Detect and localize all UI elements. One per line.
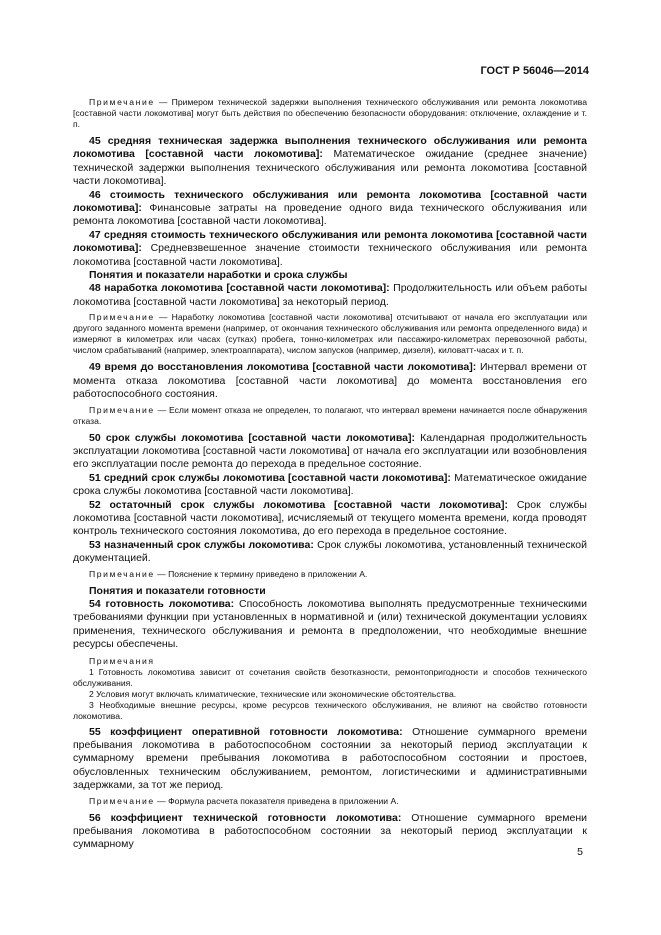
term-title: 45 средняя техническая задержка выполнения технического обслуживания или ремонта локомотива [составной части локомотива] — [73, 135, 587, 161]
note-label: Примечание — [89, 312, 155, 323]
term-definition: Средневзвешенное значение стоимости технического обслуживания или ремонта локомотива [составной части локомотива]. — [73, 242, 587, 268]
page-number: 5 — [577, 846, 583, 858]
term-definition: Математическое ожидание срока службы локомотива [составной части локомотива]. — [73, 471, 587, 498]
section-heading: Понятия и показатели готовности — [89, 584, 266, 597]
term-47: 47 средняя стоимость технического обслуживания или ремонта локомотива [составной части локомотива]: Средневзвешенное значение стоимости технического обслуживания или ремонта локомотива [составной части локомотива]. — [73, 228, 587, 268]
term-title: 53 назначенный срок службы локомотива — [89, 538, 311, 551]
term-title: 50 срок службы локомотива [составной части локомотива] — [89, 431, 412, 444]
term-46: 46 стоимость технического обслуживания или ремонта локомотива [составной части локомотива]: Финансовые затраты на проведение одного вида технического обслуживания или ремонта локомотива [составной части локомотива]. — [73, 188, 587, 228]
document-body — [73, 94, 587, 852]
note-item: 3 Необходимые внешние ресурсы, кроме ресурсов технического обслуживания, не влияют на свойство готовности локомотива. — [73, 699, 587, 721]
term-definition: Срок службы локомотива, установленный технической документацией. — [73, 538, 587, 565]
term-definition: Отношение суммарного времени пребывания локомотива в работоспособном состоянии за некоторый период эксплуатации к суммарному времени пребывания локомотива в работоспособном состоянии и простоев, обусловленных техническим обслуживанием, ремонтом, логистическими и административными задержками, за тот же период. — [73, 725, 587, 792]
term-54: 54 готовность локомотива: Способность локомотива выполнять предусмотренные техническими требованиями функции при установленных в нормативной и (или) технической документации условиях применения, технического обслуживания и ремонта в предположении, что необходимые внешние ресурсы обеспечены. — [73, 597, 587, 651]
term-52: 52 остаточный срок службы локомотива [составной части локомотива]: Срок службы локомотива [составной части локомотива], исчисляемый от текущего момента времени, когда проводят контроль технического состояния локомотива, до его перехода в предельное состояние. — [73, 498, 587, 538]
term-definition: Продолжительность или объем работы локомотива [составной части локомотива] за некоторый период. — [73, 282, 587, 308]
term-definition: Финансовые затраты на проведение одного вида технического обслуживания или ремонта локомотива [составной части локомотива]. — [73, 202, 587, 228]
note-item: 1 Готовность локомотива зависит от сочетания свойств безотказности, ремонтопригодности и способов технического обслуживания. — [73, 666, 587, 688]
term-49: 49 время до восстановления локомотива [составной части локомотива]: Интервал времени от момента отказа локомотива [составной части локомотива] до момента восстановления его работоспособного состояния. — [73, 361, 588, 401]
note-label: Примечание — [89, 795, 155, 806]
term-title: 55 коэффициент оперативной готовности локомотива — [89, 725, 400, 738]
term-title: 51 средний срок службы локомотива [составной части локомотива] — [89, 471, 448, 484]
term-title: 54 готовность локомотива — [89, 597, 231, 610]
notes-label: Примечания — [89, 655, 155, 666]
term-title: 52 остаточный срок службы локомотива [составной части локомотива] — [89, 498, 505, 511]
note: Примечание — Если момент отказа не определен, то полагают, что интервал времени начинается после обнаружения отказа. — [73, 404, 587, 426]
term-definition: Математическое ожидание (среднее значение) технической задержки выполнения технического обслуживания или ремонта локомотива [составной части локомотива]. — [73, 148, 587, 188]
term-title: 49 время до восстановления локомотива [составной части локомотива] — [89, 361, 473, 374]
note-label: Примечание — [89, 568, 155, 579]
term-definition: Интервал времени от момента отказа локомотива [составной части локомотива] до момента восстановления его работоспособного состояния. — [73, 361, 588, 401]
standard-number: ГОСТ Р 56046—2014 — [480, 65, 589, 77]
term-53: 53 назначенный срок службы локомотива: Срок службы локомотива, установленный технической документацией. — [73, 538, 587, 565]
term-definition: Срок службы локомотива [составной части локомотива], исчисляемый от текущего момента времени, когда проводят контроль технического состояния локомотива, до его перехода в предельное состояние. — [73, 498, 587, 538]
term-definition: Календарная продолжительность эксплуатации локомотива [составной части локомотива] от начала его эксплуатации или возобновления его эксплуатации после ремонта до перехода в предельное состояние. — [73, 431, 587, 471]
term-45: 45 средняя техническая задержка выполнения технического обслуживания или ремонта локомотива [составной части локомотива]: Математическое ожидание (среднее значение) технической задержки выполнения технического обслуживания или ремонта локомотива [составной части локомотива]. — [73, 135, 587, 188]
note-label: Примечание — [89, 404, 155, 415]
section-heading: Понятия и показатели наработки и срока службы — [89, 269, 348, 282]
term-definition: Отношение суммарного времени пребывания локомотива в работоспособном состоянии за некоторый период эксплуатации к суммарному — [73, 811, 587, 851]
term-56: 56 коэффициент технической готовности локомотива: Отношение суммарного времени пребывания локомотива в работоспособном состоянии за некоторый период эксплуатации к суммарному — [73, 811, 587, 851]
term-title: 47 средняя стоимость технического обслуживания или ремонта локомотива [составной части локомотива] — [73, 228, 587, 255]
term-48: 48 наработка локомотива [составной части локомотива]: Продолжительность или объем работы локомотива [составной части локомотива] за некоторый период. — [73, 282, 587, 308]
note-label: Примечание — [89, 97, 155, 107]
term-title: 56 коэффициент технической готовности локомотива — [89, 811, 398, 824]
term-55: 55 коэффициент оперативной готовности локомотива: Отношение суммарного времени пребывания локомотива в работоспособном состоянии за некоторый период эксплуатации к суммарному времени пребывания локомотива в работоспособном состоянии и простоев, обусловленных техническим обслуживанием, ремонтом, логистическими и административными задержками, за тот же период. — [73, 725, 587, 792]
note: Примечание — Наработку локомотива [составной части локомотива] отсчитывают от начала его эксплуатации или другого заданного момента времени (например, от окончания технического обслуживания или ремонта определенного вида) и измеряют в километрах или часах (сутках) пробега, тонно-километрах или пассажиро-километрах перевозочной работы, числом срабатываний (например, электроаппарата), числом запусков (например, дизеля), киловатт-часах и т. п. — [73, 312, 587, 356]
term-title: 48 наработка локомотива [составной части локомотива] — [89, 282, 387, 295]
note-item: 2 Условия могут включать климатические, технические или экономические обстоятельства. — [89, 688, 457, 699]
term-50: 50 срок службы локомотива [составной части локомотива]: Календарная продолжительность эксплуатации локомотива [составной части локомотива] от начала его эксплуатации или возобновления его эксплуатации после ремонта до перехода в предельное состояние. — [73, 431, 587, 471]
note: Примечание — Примером технической задержки выполнения технического обслуживания или ремонта локомотива [составной части локомотива] могут быть действия по обеспечению безопасности оборудования: отключение, охлаждение и т. п. — [73, 97, 587, 129]
term-title: 46 стоимость технического обслуживания или ремонта локомотива [составной части локомотива] — [73, 188, 587, 215]
term-definition: Способность локомотива выполнять предусмотренные техническими требованиями функции при установленных в нормативной и (или) технической документации условиях применения, технического обслуживания и ремонта в предположении, что необходимые внешние ресурсы обеспечены. — [73, 597, 587, 651]
note: Примечание — Пояснение к термину приведено в приложении А. — [89, 568, 368, 579]
note: Примечание — Формула расчета показателя приведена в приложении А. — [89, 795, 399, 806]
term-51: 51 средний срок службы локомотива [составной части локомотива]: Математическое ожидание срока службы локомотива [составной части локомотива]. — [73, 471, 587, 498]
